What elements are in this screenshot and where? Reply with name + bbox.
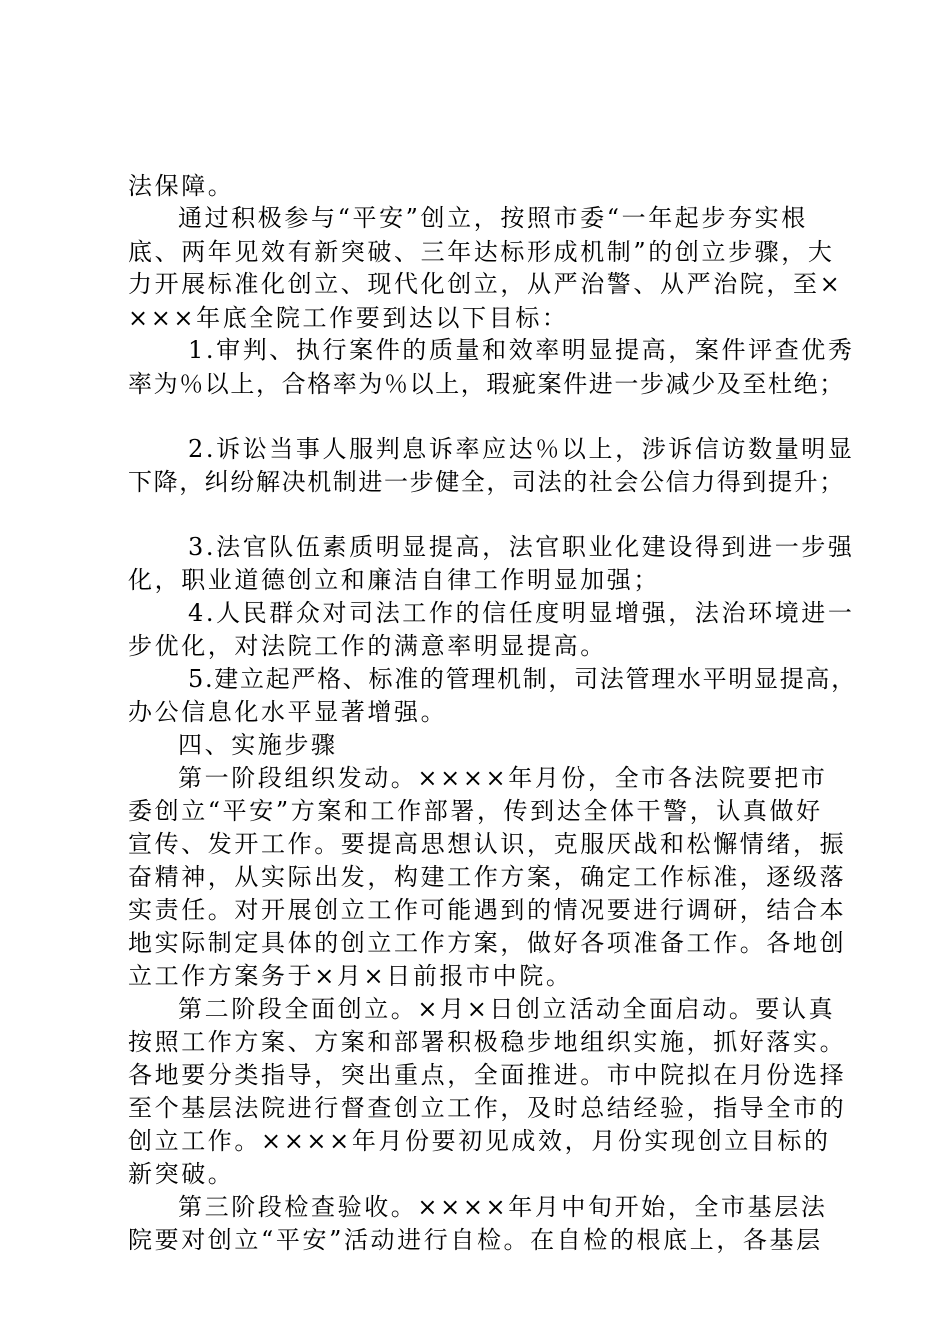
text-line: ×××年底全院工作要到达以下目标： (128, 304, 569, 332)
text-line: 通过积极参与“平安”创立，按照市委“一年起步夯实根 (178, 204, 808, 232)
text-line: 按照工作方案、方案和部署积极稳步地组织实施，抓好落实。 (128, 1028, 847, 1056)
text-line: 步优化，对法院工作的满意率明显提高。 (128, 632, 607, 660)
text-line: 1.审判、执行案件的质量和效率明显提高，案件评查优秀 (188, 336, 855, 364)
text-line: 办公信息化水平显著增强。 (128, 698, 448, 726)
text-line: 委创立“平安”方案和工作部署，传到达全体干警，认真做好 (128, 797, 823, 825)
text-line: 至个基层法院进行督查创立工作，及时总结经验，指导全市的 (128, 1094, 847, 1122)
text-line: 率为％以上，合格率为％以上，瑕疵案件进一步减少及至杜绝； (128, 370, 845, 398)
text-line: 底、两年见效有新突破、三年达标形成机制”的创立步骤，大 (128, 238, 835, 266)
text-line: 宣传、发开工作。要提高思想认识，克服厌战和松懈情绪，振 (128, 830, 847, 858)
text-line: 院要对创立“平安”活动进行自检。在自检的根底上，各基层 (128, 1226, 823, 1254)
text-line: 创立工作。××××年月份要初见成效，月份实现创立目标的 (128, 1127, 831, 1155)
text-line: 2.诉讼当事人服判息诉率应达％以上，涉诉信访数量明显 (188, 435, 855, 463)
text-line: 立工作方案务于×月×日前报市中院。 (128, 962, 573, 990)
text-line: 各地要分类指导，突出重点，全面推进。市中院拟在月份选择 (128, 1061, 847, 1089)
text-line: 奋精神，从实际出发，构建工作方案，确定工作标准，逐级落 (128, 863, 847, 891)
text-line: 下降，纠纷解决机制进一步健全，司法的社会公信力得到提升； (128, 468, 845, 496)
text-line: 第一阶段组织发动。××××年月份，全市各法院要把市 (178, 764, 828, 792)
text-line: 法保障。 (128, 172, 235, 200)
text-line: 新突破。 (128, 1160, 235, 1188)
text-line: 第三阶段检查验收。××××年月中旬开始，全市基层法 (178, 1193, 828, 1221)
text-line: 实责任。对开展创立工作可能遇到的情况要进行调研，结合本 (128, 896, 847, 924)
text-line: 力开展标准化创立、现代化创立，从严治警、从严治院，至× (128, 270, 843, 298)
section-heading: 四、实施步骤 (178, 731, 338, 759)
text-line: 4.人民群众对司法工作的信任度明显增强，法治环境进一 (188, 599, 855, 627)
text-line: 5.建立起严格、标准的管理机制，司法管理水平明显提高， (188, 665, 857, 693)
text-line: 化，职业道德创立和廉洁自律工作明显加强； (128, 566, 660, 594)
text-line: 第二阶段全面创立。×月×日创立活动全面启动。要认真 (178, 995, 836, 1023)
text-line: 地实际制定具体的创立工作方案，做好各项准备工作。各地创 (128, 929, 847, 957)
text-line: 3.法官队伍素质明显提高，法官职业化建设得到进一步强 (188, 533, 855, 561)
